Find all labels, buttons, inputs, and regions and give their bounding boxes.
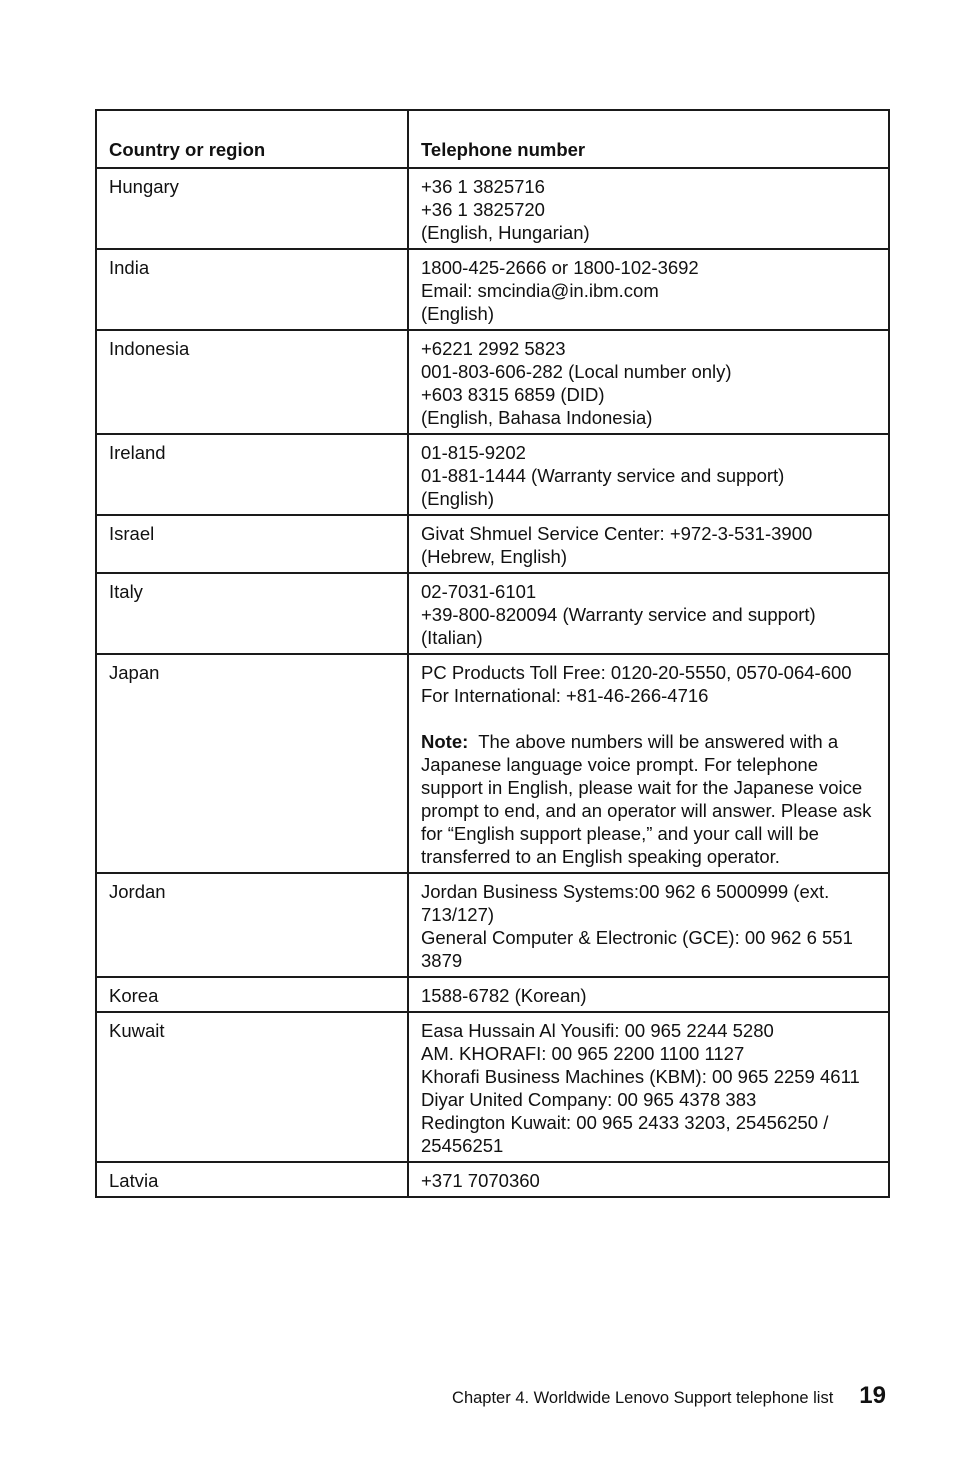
telephone-line: 3879 [421, 950, 463, 971]
telephone-line: AM. KHORAFI: 00 965 2200 1100 1127 [421, 1043, 745, 1064]
page-footer [452, 1382, 886, 1410]
telephone-line: Givat Shmuel Service Center: +972-3-531-3900 [421, 523, 813, 544]
telephone-cell [408, 434, 889, 515]
table-row [96, 249, 889, 330]
table-row [96, 1012, 889, 1162]
support-phone-table [95, 109, 890, 1198]
telephone-cell [408, 654, 889, 873]
telephone-cell [408, 1012, 889, 1162]
telephone-cell [408, 168, 889, 249]
telephone-cell [408, 1162, 889, 1197]
telephone-line: 02-7031-6101 [421, 581, 537, 602]
telephone-cell [408, 573, 889, 654]
telephone-line: +371 7070360 [421, 1170, 540, 1191]
country-cell: Japan [96, 654, 408, 873]
telephone-line: (Italian) [421, 627, 483, 648]
page-number: 19 [859, 1382, 886, 1409]
table-row [96, 1162, 889, 1197]
header-telephone: Telephone number [408, 110, 889, 168]
country-cell: Kuwait [96, 1012, 408, 1162]
chapter-title: Chapter 4. Worldwide Lenovo Support telephone list [452, 1389, 834, 1407]
country-cell: Italy [96, 573, 408, 654]
telephone-line: (Hebrew, English) [421, 546, 568, 567]
telephone-line: +6221 2992 5823 [421, 338, 566, 359]
table-row [96, 330, 889, 434]
telephone-line: (English, Bahasa Indonesia) [421, 407, 653, 428]
telephone-line: +39-800-820094 (Warranty service and support) [421, 604, 816, 625]
country-cell: India [96, 249, 408, 330]
telephone-line: Easa Hussain Al Yousifi: 00 965 2244 5280 [421, 1020, 774, 1041]
telephone-line: For International: +81-46-266-4716 [421, 685, 709, 706]
table-row [96, 168, 889, 249]
note-label: Note: [421, 731, 469, 752]
table-row [96, 873, 889, 977]
telephone-cell [408, 249, 889, 330]
telephone-line: Jordan Business Systems:00 962 6 5000999 (ext. [421, 881, 830, 902]
country-cell: Israel [96, 515, 408, 573]
telephone-line: +603 8315 6859 (DID) [421, 384, 605, 405]
table-row [96, 434, 889, 515]
country-cell: Korea [96, 977, 408, 1012]
country-cell: Latvia [96, 1162, 408, 1197]
telephone-line: 001-803-606-282 (Local number only) [421, 361, 732, 382]
country-cell: Jordan [96, 873, 408, 977]
header-country: Country or region [96, 110, 408, 168]
telephone-cell [408, 330, 889, 434]
country-cell: Ireland [96, 434, 408, 515]
table-body [96, 168, 889, 1197]
country-cell: Indonesia [96, 330, 408, 434]
telephone-line: General Computer & Electronic (GCE): 00 962 6 551 [421, 927, 853, 948]
telephone-line: 01-881-1444 (Warranty service and support) [421, 465, 785, 486]
telephone-cell [408, 873, 889, 977]
telephone-line: Redington Kuwait: 00 965 2433 3203, 25456250 / [421, 1112, 829, 1133]
telephone-line: +36 1 3825716 [421, 176, 545, 197]
telephone-line: (English, Hungarian) [421, 222, 590, 243]
country-cell: Hungary [96, 168, 408, 249]
telephone-line: PC Products Toll Free: 0120-20-5550, 0570-064-600 [421, 662, 852, 683]
telephone-line: (English) [421, 488, 494, 509]
telephone-cell [408, 515, 889, 573]
telephone-cell [408, 977, 889, 1012]
table-row [96, 515, 889, 573]
telephone-line: Email: smcindia@in.ibm.com [421, 280, 659, 301]
table-row [96, 573, 889, 654]
telephone-line: 01-815-9202 [421, 442, 526, 463]
telephone-line: (English) [421, 303, 494, 324]
telephone-line: 1800-425-2666 or 1800-102-3692 [421, 257, 699, 278]
telephone-line: Khorafi Business Machines (KBM): 00 965 2259 4611 [421, 1066, 860, 1087]
table-row [96, 977, 889, 1012]
telephone-line: +36 1 3825720 [421, 199, 545, 220]
table-row [96, 654, 889, 873]
telephone-line: 1588-6782 (Korean) [421, 985, 587, 1006]
telephone-line: Diyar United Company: 00 965 4378 383 [421, 1089, 757, 1110]
telephone-line: 25456251 [421, 1135, 504, 1156]
table-header-row [96, 110, 889, 168]
note-text: The above numbers will be answered with a Japanese language voice prompt. For telephone support in English, please wait for the Japanese voice prompt to end, and an operator will answer. Please ask for “English support please,” and your call will be transferred to an English speaking operator. [421, 731, 872, 867]
note-block [421, 730, 878, 868]
telephone-line: 713/127) [421, 904, 495, 925]
